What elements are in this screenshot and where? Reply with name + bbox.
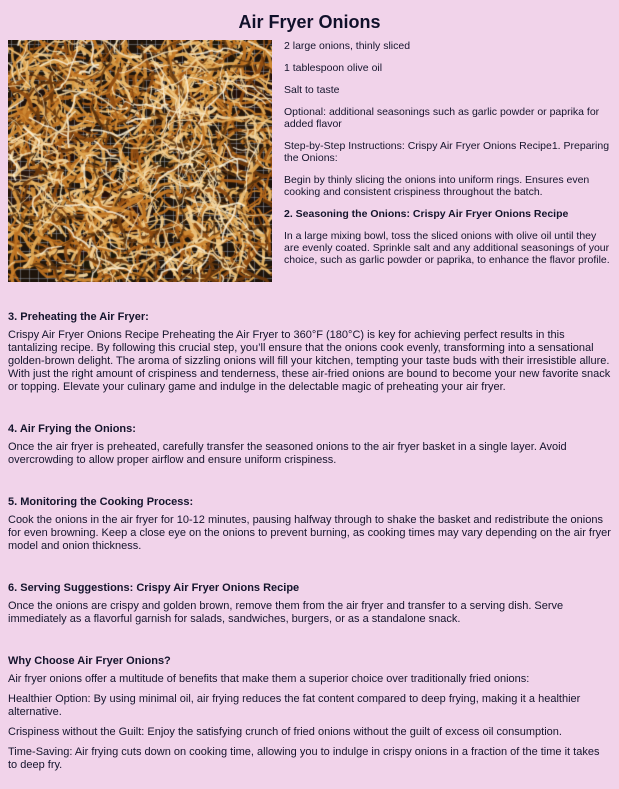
section-paragraph: Once the air fryer is preheated, carefully transfer the seasoned onions to the air fryer basket in a single layer. Avoid overcrowding to allow proper airflow and ensure uniform crispiness. <box>8 441 567 466</box>
step2-body: In a large mixing bowl, toss the sliced onions with olive oil until they are evenly coated. Sprinkle salt and any additional seasonings of your choice, such as garlic powder or paprika, to enhance the flavor profile. <box>284 230 610 266</box>
ingredients-list <box>284 40 611 198</box>
section-paragraph: Time-Saving: Air frying cuts down on cooking time, allowing you to indulge in crispy onions in a fraction of the time it takes to deep fry. <box>8 746 600 771</box>
ingredients-column <box>284 40 611 276</box>
page-title: Air Fryer Onions <box>238 12 381 32</box>
section-paragraph: Once the onions are crispy and golden brown, remove them from the air fryer and transfer to a serving dish. Serve immediately as a flavorful garnish for salads, sandwiches, burgers, or as a standalone snack. <box>8 600 564 625</box>
ingredient-line: Salt to taste <box>284 84 340 96</box>
section-heading: Why Choose Air Fryer Onions? <box>8 655 171 667</box>
ingredient-line: 2 large onions, thinly sliced <box>284 40 411 52</box>
ingredient-line: Begin by thinly slicing the onions into uniform rings. Ensures even cooking and consistent crispiness throughout the batch. <box>284 174 590 198</box>
section-heading: 6. Serving Suggestions: Crispy Air Fryer Onions Recipe <box>8 582 300 594</box>
step2-heading: 2. Seasoning the Onions: Crispy Air Fryer Onions Recipe <box>284 208 569 220</box>
section-heading: 3. Preheating the Air Fryer: <box>8 311 149 323</box>
section-paragraph: Crispy Air Fryer Onions Recipe Preheating the Air Fryer to 360°F (180°C) is key for achieving perfect results in this tantalizing recipe. By following this crucial step, you’ll ensure that the onions cook evenly, transforming into a sensational golden-brown delight. The aroma of sizzling onions will fill your kitchen, tempting your taste buds with their irresistible allure. With just the right amount of crispiness and tenderness, these air-fried onions are bound to become your new favorite snack or topping. Elevate your culinary game and indulge in the delectable magic of preheating your air fryer. <box>8 329 611 393</box>
section-paragraph: Cook the onions in the air fryer for 10-12 minutes, pausing halfway through to shake the basket and redistribute the onions for even browning. Keep a close eye on the onions to prevent burning, as cooking times may vary depending on the air fryer model and onion thickness. <box>8 514 611 552</box>
top-row <box>0 40 619 282</box>
section-heading: 4. Air Frying the Onions: <box>8 423 136 435</box>
recipe-photo <box>8 40 272 282</box>
main-sections <box>0 311 619 772</box>
section-paragraph: Healthier Option: By using minimal oil, air frying reduces the fat content compared to deep frying, making it a healthier alternative. <box>8 693 581 718</box>
section-paragraph: Crispiness without the Guilt: Enjoy the satisfying crunch of fried onions without the guilt of excess oil consumption. <box>8 726 562 738</box>
section-heading: 5. Monitoring the Cooking Process: <box>8 496 194 508</box>
ingredient-line: 1 tablespoon olive oil <box>284 62 383 74</box>
ingredient-line: Step-by-Step Instructions: Crispy Air Fryer Onions Recipe1. Preparing the Onions: <box>284 140 610 164</box>
section-paragraph: Air fryer onions offer a multitude of benefits that make them a superior choice over traditionally fried onions: <box>8 673 530 685</box>
ingredient-line: Optional: additional seasonings such as garlic powder or paprika for added flavor <box>284 106 600 130</box>
